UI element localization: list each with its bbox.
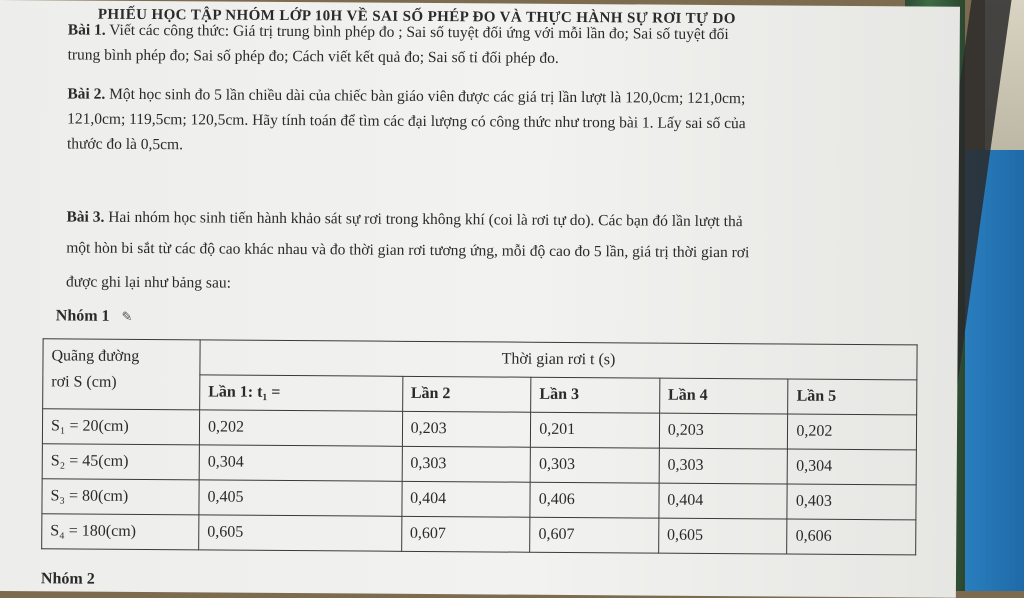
table-header-row — [43, 339, 917, 380]
table-cell: 0,303 — [530, 447, 659, 483]
trial-header: Lần 4 — [659, 378, 788, 414]
bai2-line1 — [67, 82, 745, 110]
group2-label: Nhóm 2 — [40, 570, 95, 588]
table-cell: 0,304 — [199, 445, 402, 481]
distance-header-line1: Quãng đường — [51, 347, 140, 365]
table-cell: 0,304 — [788, 449, 917, 485]
table-cell: 0,202 — [199, 410, 402, 446]
time-header: Thời gian rơi t (s) — [200, 340, 917, 380]
table-cell: 0,403 — [787, 484, 916, 520]
table-cell: 0,303 — [659, 448, 788, 484]
trial-header: Lần 2 — [402, 376, 531, 412]
bai2-line3: thước đo là 0,5cm. — [66, 135, 184, 154]
table-cell: 0,202 — [788, 414, 917, 450]
table-cell: 0,201 — [531, 412, 660, 448]
distance-header — [43, 339, 200, 410]
table-row — [42, 514, 916, 555]
table-cell: 0,605 — [199, 515, 402, 551]
bai3-line3: được ghi lại như bảng sau: — [65, 273, 231, 292]
trial-header: Lần 5 — [788, 379, 917, 415]
table-cell: 0,605 — [658, 518, 787, 554]
row-label: S₁ = 20(cm) — [42, 409, 199, 445]
table-cell: 0,404 — [402, 481, 531, 517]
bai3-line2: một hòn bi sắt từ các độ cao khác nhau và đo thời gian rơi tương ứng, mỗi độ cao đo 5 lần, giá trị thời gian rơi — [66, 239, 750, 262]
bai2-text1: Một học sinh đo 5 lần chiều dài của chiếc bàn giáo viên được các giá trị lần lượt là 120,0cm; 121,0cm; — [109, 85, 746, 108]
bai3-label: Bài 3. — [66, 208, 105, 226]
row-label: S₂ = 45(cm) — [42, 444, 199, 480]
bai1-line2: trung bình phép đo; Sai số phép đo; Cách viết kết quả đo; Sai số tỉ đối phép đo. — [67, 46, 559, 67]
bai3-line1 — [66, 205, 742, 233]
worksheet-title: PHIẾU HỌC TẬP NHÓM LỚP 10H VỀ SAI SỐ PHÉP ĐO VÀ THỰC HÀNH SỰ RƠI TỰ DO — [97, 6, 736, 28]
table-cell: 0,303 — [402, 446, 531, 482]
table-cell: 0,203 — [659, 413, 788, 449]
table-cell: 0,405 — [199, 480, 402, 516]
pencil-mark-icon: ✎ — [121, 308, 133, 324]
bai2-line2: 121,0cm; 119,5cm; 120,5cm. Hãy tính toán để tìm các đại lượng có công thức như trong bài 1. Lấy sai số của — [67, 110, 746, 133]
trial-header: Lần 1: t₁ = — [200, 375, 403, 411]
fall-time-table — [41, 338, 917, 555]
bai3-text1: Hai nhóm học sinh tiến hành khảo sát sự rơi trong không khí (coi là rơi tự do). Các bạn đó lần lượt thả — [108, 208, 743, 231]
bai1-text1: Viết các công thức: Giá trị trung bình phép đo ; Sai số tuyệt đối ứng với mỗi lần đo; Sai số tuyệt đối — [109, 21, 729, 44]
table-cell: 0,607 — [530, 517, 659, 553]
bai1-line1 — [68, 18, 729, 46]
table-cell: 0,606 — [787, 519, 916, 555]
table-cell: 0,406 — [530, 482, 659, 518]
row-label: S₄ = 180(cm) — [42, 514, 199, 550]
trial-header: Lần 3 — [531, 377, 660, 413]
distance-header-line2: rơi S (cm) — [51, 373, 117, 391]
group1-label — [56, 307, 133, 326]
bai2-label: Bài 2. — [67, 85, 106, 103]
group1-text: Nhóm 1 — [55, 307, 110, 325]
table-cell: 0,404 — [659, 483, 788, 519]
table-cell: 0,607 — [401, 516, 530, 552]
bai1-label: Bài 1. — [67, 21, 106, 39]
row-label: S₃ = 80(cm) — [42, 479, 199, 515]
table-cell: 0,203 — [402, 411, 531, 447]
